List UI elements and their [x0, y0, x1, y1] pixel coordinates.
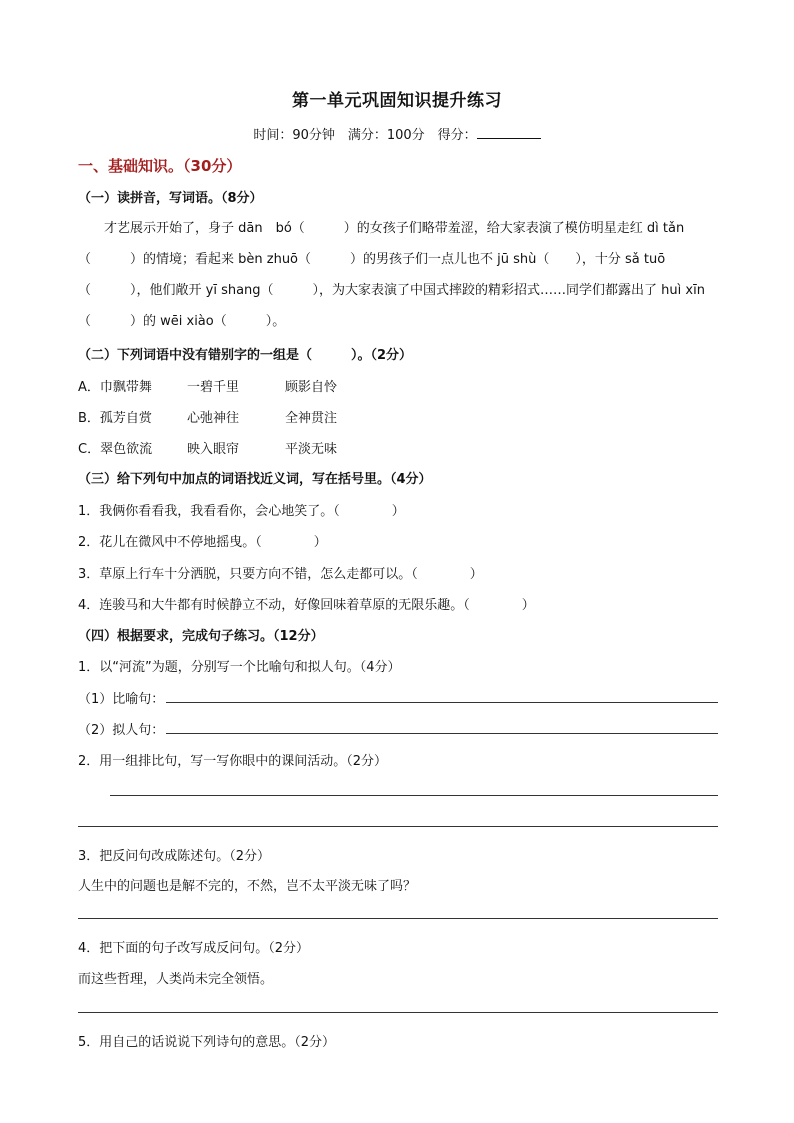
q3-item[interactable]: 3．草原上行车十分洒脱，只要方向不错，怎么走都可以。（ ） — [78, 567, 483, 582]
q3-item[interactable]: 1．我俩你看看我，我看看你，会心地笑了。（ ） — [78, 504, 405, 519]
score-blank[interactable] — [477, 126, 541, 139]
option-a-word1: A．巾飘带舞 — [78, 380, 152, 395]
option-b-word3: 全神贯注 — [285, 411, 338, 426]
option-c-word2: 映入眼帘 — [187, 442, 240, 457]
q4-prompt-2: 2．用一组排比句，写一写你眼中的课间活动。（2分） — [78, 754, 388, 769]
simile-answer-line[interactable] — [166, 702, 718, 703]
option-a-word2: 一碧千里 — [187, 380, 240, 395]
q1-heading: （一）读拼音，写词语。（8分） — [78, 191, 263, 206]
q4-sentence-3: 人生中的问题也是解不完的，不然，岂不太平淡无味了吗？ — [78, 879, 417, 894]
exam-meta-text: 时间：90分钟 满分：100分 得分： — [253, 128, 477, 143]
page-title: 第一单元巩固知识提升练习 — [292, 91, 502, 111]
option-c-word1: C．翠色欲流 — [78, 442, 153, 457]
q3-item[interactable]: 4．连骏马和大牛都有时候静立不动，好像回味着草原的无限乐趣。（ ） — [78, 598, 535, 613]
option-b-word2: 心弛神往 — [187, 411, 240, 426]
q4-prompt-5: 5．用自己的话说说下列诗句的意思。（2分） — [78, 1035, 336, 1050]
answer-line[interactable] — [78, 1012, 718, 1013]
q3-heading: （三）给下列句中加点的词语找近义词，写在括号里。（4分） — [78, 472, 432, 487]
answer-line[interactable] — [110, 795, 718, 796]
pinyin-passage[interactable]: 才艺展示开始了，身子 dān bó（ ）的女孩子们略带羞涩，给大家表演了模仿明星走红 dì tǎn（ ）的情境；看起来 bèn zhuō（ ）的男孩子们一点儿也不 jū shù（ ），十分 sǎ tuō（ ），他们敞开 yī shang（ ），为大家表演了中国式摔跤的精彩招式……同学们都露出了 huì xīn（ ）的 wēi xiào（ ）。 — [78, 221, 705, 329]
q2-heading: （二）下列词语中没有错别字的一组是（ ）。（2分） — [78, 348, 413, 363]
q4-heading: （四）根据要求，完成句子练习。（12分） — [78, 629, 324, 644]
option-c[interactable] — [78, 438, 338, 457]
answer-line[interactable] — [78, 918, 718, 919]
q4-sentence-4: 而这些哲理，人类尚未完全领悟。 — [78, 972, 274, 987]
simile-label: （1）比喻句： — [78, 692, 165, 707]
q4-prompt-1: 1．以“河流”为题，分别写一个比喻句和拟人句。（4分） — [78, 660, 401, 675]
section-heading: 一、基础知识。（30分） — [78, 157, 242, 175]
option-a[interactable] — [78, 376, 338, 395]
option-c-word3: 平淡无味 — [285, 442, 338, 457]
option-a-word3: 顾影自怜 — [285, 380, 338, 395]
personification-label: （2）拟人句： — [78, 723, 165, 738]
option-b[interactable] — [78, 407, 338, 426]
personification-answer-line[interactable] — [166, 733, 718, 734]
q4-prompt-4: 4．把下面的句子改写成反问句。（2分） — [78, 941, 310, 956]
answer-line[interactable] — [78, 826, 718, 827]
q3-item[interactable]: 2．花儿在微风中不停地摇曳。（ ） — [78, 535, 327, 550]
q4-prompt-3: 3．把反问句改成陈述句。（2分） — [78, 849, 271, 864]
exam-meta — [0, 124, 794, 143]
option-b-word1: B．孤芳自赏 — [78, 411, 152, 426]
